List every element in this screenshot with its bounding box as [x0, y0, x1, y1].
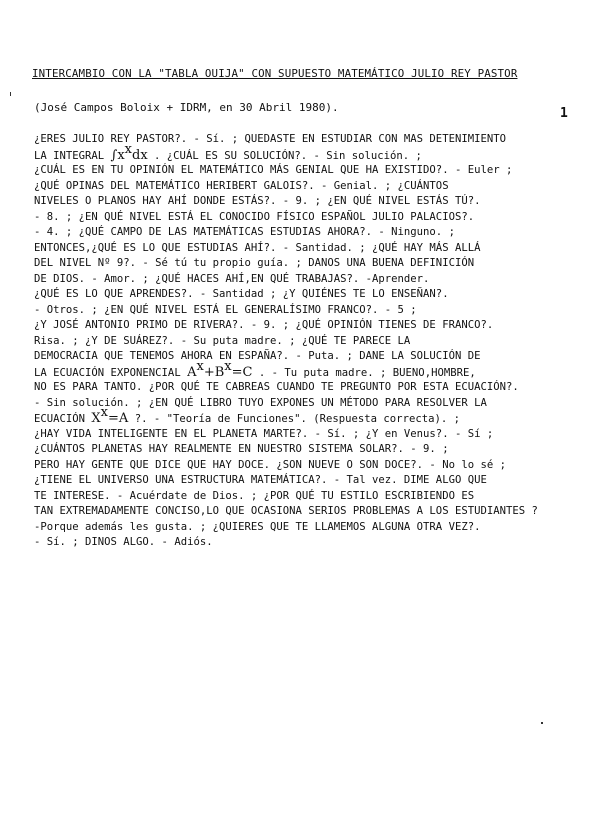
transcript-line: ¿CUÁNTOS PLANETAS HAY REALMENTE EN NUESTRO SISTEMA SOLAR?. - 9. ;	[34, 443, 449, 455]
document-heading: INTERCAMBIO CON LA "TABLA OUIJA" CON SUPUESTO MATEMÁTICO JULIO REY PASTOR	[32, 67, 518, 80]
transcript-line: - Sí. ; DINOS ALGO. - Adiós.	[34, 536, 213, 548]
integral-base: x	[117, 147, 125, 163]
integral-sign: ∫	[110, 147, 118, 163]
transcript-line: DEL NIVEL Nº 9?. - Sé tú tu propio guía. ; DANOS UNA BUENA DEFINICIÓN	[34, 257, 475, 269]
integral-dx: dx	[132, 147, 148, 163]
equation-exponent-a: x	[196, 358, 204, 374]
equation2-text-pre: ECUACIÓN	[34, 413, 92, 425]
transcript-body	[34, 132, 600, 551]
equation-term-b: B	[214, 364, 225, 380]
transcript-line-exponential-equation	[34, 358, 600, 381]
transcript-line: Risa. ; ¿Y DE SUÁREZ?. - Su puta madre. ; ¿QUÉ TE PARECE LA	[34, 334, 411, 347]
transcript-line: - Sin solución. ; ¿EN QUÉ LIBRO TUYO EXPONES UN MÉTODO PARA RESOLVER LA	[34, 396, 487, 409]
transcript-line: - Otros. ; ¿EN QUÉ NIVEL ESTÁ EL GENERALÍSIMO FRANCO?. - 5 ;	[34, 303, 417, 316]
equation-exponent-b: x	[224, 358, 232, 374]
equation-plus: +	[203, 364, 215, 380]
transcript-line: PERO HAY GENTE QUE DICE QUE HAY DOCE. ¿SON NUEVE O SON DOCE?. - No lo sé ;	[34, 458, 506, 471]
transcript-line: ¿ERES JULIO REY PASTOR?. - Sí. ; QUEDASTE EN ESTUDIAR CON MAS DETENIMIENTO	[34, 133, 506, 145]
transcript-line: DEMOCRACIA QUE TENEMOS AHORA EN ESPAÑA?. - Puta. ; DANE LA SOLUCIÓN DE	[34, 350, 481, 362]
equation-text-post: . - Tu puta madre. ; BUENO,HOMBRE,	[252, 366, 476, 379]
transcript-line: ¿HAY VIDA INTELIGENTE EN EL PLANETA MARTE?. - Sí. ; ¿Y en Venus?. - Sí ;	[34, 427, 494, 440]
transcript-line: TE INTERESE. - Acuérdate de Dios. ; ¿POR QUÉ TU ESTILO ESCRIBIENDO ES	[34, 489, 475, 502]
equation-text-pre: LA ECUACIÓN EXPONENCIAL	[34, 366, 188, 379]
transcript-line: ¿QUÉ OPINAS DEL MATEMÁTICO HERIBERT GALOIS?. - Genial. ; ¿CUÁNTOS	[34, 179, 449, 192]
transcript-line: - 4. ; ¿QUÉ CAMPO DE LAS MATEMÁTICAS ESTUDIAS AHORA?. - Ninguno. ;	[34, 226, 455, 238]
equation-term-c: C	[242, 364, 253, 380]
transcript-line: TAN EXTREMADAMENTE CONCISO,LO QUE OCASIONA SERIOS PROBLEMAS A LOS ESTUDIANTES ?	[34, 505, 538, 517]
transcript-line: NIVELES O PLANOS HAY AHÍ DONDE ESTÁS?. - 9. ; ¿EN QUÉ NIVEL ESTÁS TÚ?.	[34, 195, 481, 207]
transcript-line: ¿TIENE EL UNIVERSO UNA ESTRUCTURA MATEMÁTICA?. - Tal vez. DIME ALGO QUE	[34, 474, 487, 486]
page-number: 1	[560, 106, 568, 121]
equation2-equals: =	[108, 411, 119, 426]
integral-exponent: x	[124, 141, 133, 157]
transcript-line: ¿Y JOSÉ ANTONIO PRIMO DE RIVERA?. - 9. ; ¿QUÉ OPINIÓN TIENES DE FRANCO?.	[34, 319, 494, 331]
transcript-line: - 8. ; ¿EN QUÉ NIVEL ESTÁ EL CONOCIDO FÍSICO ESPAÑOL JULIO PALACIOS?.	[34, 210, 475, 223]
equation-equals: =	[231, 364, 243, 380]
transcript-line: -Porque además les gusta. ; ¿QUIERES QUE TE LLAMEMOS ALGUNA OTRA VEZ?.	[34, 520, 481, 533]
transcript-line: DE DIOS. - Amor. ; ¿QUÉ HACES AHÍ,EN QUÉ TRABAJAS?. -Aprender.	[34, 272, 430, 285]
equation2-text-post: ?. - "Teoría de Funciones". (Respuesta correcta). ;	[128, 413, 460, 425]
transcript-line: NO ES PARA TANTO. ¿POR QUÉ TE CABREAS CUANDO TE PREGUNTO POR ESTA ECUACIÓN?.	[34, 381, 519, 393]
scan-speck	[10, 92, 11, 96]
equation2-exponent: x	[100, 405, 109, 420]
transcript-line: ¿CUÁL ES EN TU OPINIÓN EL MATEMÁTICO MÁS GENIAL QUE HA EXISTIDO?. - Euler ;	[34, 164, 513, 176]
integral-text-post: . ¿CUÁL ES SU SOLUCIÓN?. - Sin solución. ;	[147, 149, 422, 162]
transcript-line: ¿QUÉ ES LO QUE APRENDES?. - Santidad ; ¿Y QUIÉNES TE LO ENSEÑAN?.	[34, 288, 449, 300]
equation2-a: A	[118, 411, 129, 426]
transcript-line-integral	[34, 141, 600, 164]
transcript-line: ENTONCES,¿QUÉ ES LO QUE ESTUDIAS AHÍ?. - Santidad. ; ¿QUÉ HAY MÁS ALLÁ	[34, 241, 481, 254]
equation2-base: X	[91, 411, 101, 426]
integral-text-pre: LA INTEGRAL	[34, 149, 111, 162]
document-date-line: (José Campos Boloix + IDRM, en 30 Abril 1980).	[34, 101, 339, 114]
equation-term-a: A	[187, 364, 197, 380]
transcript-line-equation	[34, 405, 600, 427]
scan-speck	[541, 722, 543, 724]
